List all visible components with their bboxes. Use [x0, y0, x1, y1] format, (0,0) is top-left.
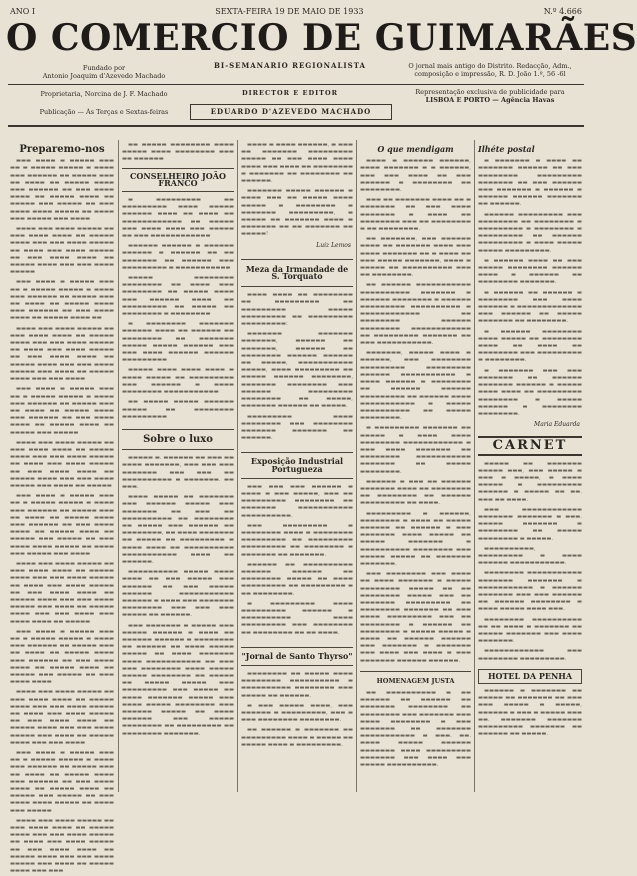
- article-body: ▬▬▬▬▬ ▬. ▬▬▬▬▬▬ ▬▬ ▬▬▬ ▬▬ ▬▬▬▬ ▬▬▬▬▬▬▬, ▬▬▬ ▬▬▬ ▬▬▬ ▬▬▬▬▬▬▬ ▬▬▬ ▬▬▬ ▬▬ ▬▬▬▬▬▬▬▬▬▬ ▬ ▬▬▬▬▬▬▬. ▬▬ ▬▬▬. ▬▬▬▬ ▬▬▬▬▬ ▬▬ ▬▬▬▬▬▬▬ ▬▬▬ ▬▬▬▬▬▬ ▬▬▬▬▬ ▬▬▬ ▬▬▬▬▬▬▬ ▬▬ ▬▬▬ ▬▬ ▬▬▬▬▬▬▬▬▬▬ ▬▬ ▬▬▬▬▬▬▬▬ ▬▬ ▬▬▬▬▬ ▬▬▬ ▬▬▬▬▬▬ ▬▬ ▬▬▬▬▬▬▬▬, ▬▬ ▬▬▬▬ ▬▬▬▬▬▬▬ ▬▬ ▬▬▬▬▬ ▬▬ ▬▬▬▬▬▬▬▬▬ ▬ ▬▬▬▬ ▬▬▬▬ ▬▬ ▬▬▬▬▬▬▬▬▬▬ ▬▬▬▬▬▬▬▬▬▬▬ ▬▬▬▬ ▬▬ ▬▬▬▬▬▬. ▬▬▬▬▬▬▬▬▬▬ ▬▬▬▬▬ ▬▬▬▬ ▬▬▬▬ ▬▬ ▬▬▬ ▬▬▬▬▬ ▬▬▬ ▬▬▬▬▬▬ ▬▬ ▬▬▬ ▬▬▬▬▬ ▬▬▬▬▬▬ ▬▬▬▬▬▬▬▬▬▬▬ ▬▬▬▬▬▬ ▬ ▬▬▬▬ ▬▬▬ ▬▬▬▬▬▬▬ ▬▬▬▬▬▬▬▬ ▬▬▬ ▬▬▬ ▬▬▬ ▬▬▬▬▬ ▬▬ ▬▬▬▬▬▬. ▬▬▬ ▬▬▬▬▬▬▬ ▬ ▬▬▬▬▬ ▬▬▬ ▬▬▬▬▬ ▬▬▬▬▬▬ ▬ ▬▬▬▬ ▬▬ ▬▬▬▬▬▬ ▬▬▬▬▬▬ ▬ ▬▬▬▬▬▬▬▬ ▬▬ ▬▬▬▬▬▬ ▬▬ ▬▬▬▬ ▬▬▬▬▬ ▬▬▬▬▬ ▬▬ ▬▬▬▬ ▬▬▬▬▬▬▬ ▬▬▬▬ ▬▬▬▬▬▬▬▬▬▬▬ ▬▬ ▬▬▬ ▬▬▬ ▬▬▬▬▬▬▬▬ ▬▬▬▬ ▬▬▬▬▬ ▬▬▬▬▬ ▬▬▬▬▬▬▬▬ ▬▬ ▬▬▬▬▬ ▬▬ ▬▬▬▬▬ ▬▬▬▬▬ ▬▬▬ ▬▬▬▬▬▬▬▬▬ ▬▬▬ ▬▬▬▬▬ ▬▬ ▬▬▬▬ ▬▬▬▬▬▬▬ ▬▬▬▬▬ ▬▬▬ ▬▬▬▬ ▬▬▬▬▬ ▬▬▬▬▬▬▬▬ ▬▬▬ ▬▬▬▬▬▬ ▬▬▬▬▬ ▬▬ ▬▬▬▬ ▬▬▬▬▬▬ ▬▬▬ ▬▬▬▬▬ ▬▬▬▬▬▬▬▬ ▬▬ ▬▬▬▬▬▬▬▬▬ ▬▬ ▬▬▬▬▬▬▬▬ ▬▬▬▬▬▬▬.: [122, 455, 234, 737]
- article-headline: CARNET: [478, 436, 582, 455]
- article-signature: Luiz Lemos: [316, 241, 351, 249]
- article-body: ▬ ▬▬▬▬▬▬▬▬▬ ▬▬ ▬▬▬▬▬▬▬▬▬ ▬▬▬▬ ▬▬▬▬▬ ▬▬▬▬▬▬ ▬▬▬▬ ▬▬ ▬▬▬▬ ▬▬ ▬▬▬▬▬▬▬▬▬▬▬▬ ▬▬ ▬▬▬▬▬ ▬▬▬ ▬▬▬▬ ▬▬▬▬ ▬▬▬ ▬▬▬▬▬ ▬▬ ▬▬▬ ▬▬▬▬▬▬▬▬▬▬▬▬ ▬▬▬▬▬▬ ▬▬▬▬▬▬ ▬ ▬▬▬▬▬▬ ▬▬▬▬▬▬ ▬ ▬▬▬▬▬▬ ▬▬ ▬▬ ▬▬▬▬▬▬▬ ▬▬ ▬▬▬▬▬▬ ▬▬▬ ▬▬▬▬▬▬▬▬▬ ▬ ▬▬▬▬▬▬▬▬▬▬▬ ▬▬▬▬▬ ▬▬▬▬▬▬▬▬ ▬▬▬▬▬▬▬▬ ▬▬ ▬▬▬▬ ▬▬▬ ▬▬▬▬▬▬▬▬ ▬▬ ▬▬▬▬▬ ▬▬▬▬ ▬▬▬ ▬▬▬▬▬▬ ▬▬▬▬ ▬▬ ▬▬▬▬▬▬▬▬▬ ▬▬ ▬▬▬▬▬ ▬▬ ▬▬▬▬▬▬▬▬ ▬ ▬▬▬▬▬▬▬▬ ▬ ▬▬▬▬▬▬▬▬ ▬▬▬▬▬▬▬ ▬▬▬▬▬▬ ▬▬▬▬ ▬▬ ▬▬▬▬▬▬ ▬▬ ▬▬▬▬▬▬▬▬ ▬▬ ▬▬▬▬▬▬▬ ▬▬▬▬▬ ▬▬▬▬▬ ▬▬▬▬▬▬ ▬▬▬ ▬▬▬ ▬▬▬▬ ▬▬▬▬▬▬ ▬▬▬▬▬▬ ▬▬▬▬▬▬▬▬▬ ▬▬▬▬▬ ▬▬▬▬ ▬▬▬▬ ▬▬▬▬ ▬ ▬▬▬▬ ▬▬▬▬▬ ▬▬ ▬▬▬▬▬▬▬▬▬ ▬▬▬ ▬▬▬▬▬▬ ▬ ▬▬▬▬ ▬▬▬▬▬▬▬▬ ▬▬▬▬▬▬▬▬▬▬▬ ▬▬ ▬▬▬▬▬ ▬▬▬▬▬ ▬▬▬▬▬▬ ▬▬▬▬▬ ▬▬ ▬▬▬▬▬▬▬▬ ▬▬▬▬▬▬▬▬▬: [122, 197, 234, 420]
- article-headline: Sobre o luxo: [122, 429, 234, 450]
- representation-block: [400, 88, 580, 104]
- article-body: ▬▬▬▬ ▬▬▬▬ ▬▬ ▬▬▬▬▬▬▬▬ ▬▬ ▬▬▬▬▬▬▬▬▬ ▬▬ ▬▬▬▬▬▬▬▬▬ ▬▬▬▬▬ ▬▬▬▬▬▬▬▬▬ ▬▬ ▬▬▬▬▬▬▬▬▬ ▬▬▬▬▬▬▬▬▬: ▬▬▬▬▬▬▬ ▬▬▬▬▬▬▬ ▬▬▬▬▬▬▬, ▬▬▬▬▬▬ ▬▬ ▬▬▬▬▬▬▬, ▬▬▬▬▬▬ ▬▬ ▬▬▬▬▬▬▬▬ ▬▬▬▬▬▬ ▬▬▬▬▬▬ ▬▬ ▬▬▬▬▬, ▬▬▬▬▬▬▬▬▬▬▬ ▬▬▬▬▬, ▬▬▬▬ ▬▬▬▬▬▬▬▬▬ ▬▬ ▬▬▬▬▬ ▬▬▬▬▬▬ ▬▬▬▬▬▬▬▬, ▬▬▬▬▬▬▬ ▬▬▬▬▬▬▬▬ ▬▬▬ ▬▬▬▬▬▬ ▬▬▬▬▬▬▬▬▬ ▬▬▬▬▬▬▬▬ ▬▬ ▬▬▬▬▬, ▬▬▬▬▬▬▬ ▬▬▬▬▬▬ ▬▬ ▬▬▬▬▬. ▬▬▬▬▬▬▬▬▬ ▬▬▬▬ ▬▬▬▬▬▬▬▬ ▬▬▬ ▬▬▬▬▬▬▬▬ ▬▬▬▬▬▬▬ ▬▬▬▬▬▬▬ ▬▬ ▬▬▬▬▬▬.: [241, 292, 353, 442]
- column-1: [10, 142, 114, 875]
- issue-number: N.º 4.666: [543, 6, 582, 16]
- editor-name: EDUARDO D'AZEVEDO MACHADO: [190, 104, 392, 120]
- article-body: ▬▬▬ ▬▬▬▬ ▬ ▬▬▬▬▬ ▬▬▬ ▬▬ ▬ ▬▬▬▬▬ ▬▬▬▬▬ ▬ ▬▬▬▬ ▬▬▬ ▬▬▬▬▬▬ ▬▬ ▬▬▬▬▬ ▬▬▬ ▬▬ ▬▬▬▬ ▬▬ ▬▬▬▬▬ ▬▬▬▬ ▬▬▬ ▬▬▬▬▬▬ ▬▬ ▬▬▬ ▬▬▬▬ ▬▬▬▬ ▬▬ ▬▬▬▬▬ ▬▬▬▬ ▬▬ ▬▬▬▬▬ ▬▬▬ ▬▬▬▬▬ ▬▬ ▬▬▬ ▬▬▬▬ ▬▬▬▬ ▬▬▬▬▬ ▬▬ ▬▬▬▬ ▬▬▬ ▬▬▬▬▬ ▬▬▬ ▬▬▬▬ ▬▬▬▬ ▬▬▬ ▬▬▬▬ ▬▬▬▬▬ ▬▬ ▬▬▬ ▬▬▬▬ ▬▬▬▬ ▬▬ ▬▬▬▬▬ ▬▬▬▬ ▬▬▬ ▬▬▬ ▬▬▬▬ ▬▬▬▬▬ ▬▬ ▬▬▬▬ ▬▬▬ ▬▬▬▬ ▬▬▬▬▬ ▬▬ ▬▬▬ ▬▬▬▬ ▬▬▬▬ ▬▬ ▬▬▬▬▬ ▬▬▬▬ ▬▬▬ ▬▬▬ ▬▬▬▬ ▬▬▬▬▬ ▬▬▬ ▬▬▬▬ ▬ ▬▬▬▬▬ ▬▬▬ ▬▬ ▬ ▬▬▬▬▬ ▬▬▬▬▬ ▬ ▬▬▬▬ ▬▬▬ ▬▬▬▬▬▬ ▬▬ ▬▬▬▬▬ ▬▬▬ ▬▬ ▬▬▬▬ ▬▬ ▬▬▬▬▬ ▬▬▬▬ ▬▬▬ ▬▬▬▬▬▬ ▬▬ ▬▬▬ ▬▬▬▬ ▬▬▬▬ ▬▬ ▬▬▬▬▬ ▬▬▬▬ ▬▬ ▬▬▬▬ ▬▬▬ ▬▬▬▬ ▬▬▬▬▬ ▬▬ ▬▬▬ ▬▬▬▬ ▬▬▬▬ ▬▬ ▬▬▬▬▬ ▬▬▬▬ ▬▬▬ ▬▬▬ ▬▬▬▬ ▬▬▬▬▬ ▬▬ ▬▬▬▬ ▬▬▬ ▬▬▬▬ ▬▬▬▬▬ ▬▬ ▬▬▬ ▬▬▬▬ ▬▬▬▬ ▬▬ ▬▬▬▬▬ ▬▬▬▬ ▬▬▬ ▬▬▬ ▬▬▬▬ ▬▬▬▬▬ ▬▬▬ ▬▬▬▬ ▬▬ ▬▬▬▬▬ ▬▬▬▬ ▬▬▬ ▬▬▬ ▬▬▬▬ ▬▬▬ ▬▬▬▬ ▬ ▬▬▬▬▬ ▬▬▬ ▬▬ ▬ ▬▬▬▬▬ ▬▬▬▬▬ ▬ ▬▬▬▬ ▬▬▬ ▬▬▬▬▬▬ ▬▬ ▬▬▬▬▬ ▬▬▬ ▬▬ ▬▬▬▬ ▬▬ ▬▬▬▬▬ ▬▬▬▬ ▬▬▬ ▬▬▬▬▬▬ ▬▬ ▬▬▬ ▬▬▬▬ ▬▬▬▬ ▬▬ ▬▬▬▬▬ ▬▬▬▬ ▬▬ ▬▬▬▬▬ ▬▬▬ ▬▬▬▬▬ ▬▬▬▬ ▬▬▬ ▬▬▬▬ ▬▬▬▬▬ ▬▬ ▬▬▬ ▬▬▬▬ ▬▬▬▬ ▬▬ ▬▬▬▬▬ ▬▬▬▬ ▬▬▬ ▬▬▬ ▬▬▬▬ ▬▬▬▬▬ ▬▬ ▬▬▬▬ ▬▬▬ ▬▬▬▬ ▬▬▬▬▬ ▬▬ ▬▬▬ ▬▬▬▬ ▬▬▬▬ ▬▬ ▬▬▬▬▬ ▬▬▬▬ ▬▬▬ ▬▬▬ ▬▬▬▬ ▬▬▬▬▬ ▬▬▬ ▬▬▬▬ ▬▬ ▬▬▬▬▬ ▬▬▬ ▬▬▬▬ ▬ ▬▬▬▬▬ ▬▬▬ ▬▬ ▬ ▬▬▬▬▬ ▬▬▬▬▬ ▬ ▬▬▬▬ ▬▬▬ ▬▬▬▬▬▬ ▬▬ ▬▬▬▬▬ ▬▬▬ ▬▬ ▬▬▬▬ ▬▬ ▬▬▬▬▬ ▬▬▬▬ ▬▬▬ ▬▬▬▬▬▬ ▬▬ ▬▬▬ ▬▬▬▬ ▬▬▬▬ ▬▬ ▬▬▬▬▬ ▬▬▬▬ ▬▬ ▬▬▬▬▬ ▬▬▬ ▬▬▬▬▬ ▬▬ ▬▬▬ ▬▬▬▬ ▬▬▬▬ ▬▬▬▬▬ ▬▬ ▬▬▬▬ ▬▬▬ ▬▬▬▬▬ ▬▬▬ ▬▬▬▬ ▬▬▬▬ ▬▬▬ ▬▬▬▬ ▬▬▬▬▬ ▬▬ ▬▬▬ ▬▬▬▬ ▬▬▬▬ ▬▬ ▬▬▬▬▬ ▬▬▬▬ ▬▬▬ ▬▬▬ ▬▬▬▬ ▬▬▬▬▬ ▬▬ ▬▬▬▬ ▬▬▬ ▬▬▬▬ ▬▬▬▬▬ ▬▬ ▬▬▬ ▬▬▬▬ ▬▬▬▬ ▬▬ ▬▬▬▬▬ ▬▬▬▬ ▬▬▬ ▬▬▬ ▬▬▬▬ ▬▬▬▬▬ ▬▬▬ ▬▬▬▬ ▬▬ ▬▬▬▬▬ ▬▬▬▬ ▬▬▬ ▬▬▬ ▬▬▬▬ ▬▬▬ ▬▬▬▬ ▬▬▬▬ ▬▬ ▬▬▬▬▬ ▬▬▬ ▬▬▬▬ ▬ ▬▬▬▬▬ ▬▬▬ ▬▬ ▬ ▬▬▬▬▬ ▬▬▬▬▬ ▬ ▬▬▬▬ ▬▬▬ ▬▬▬▬▬▬ ▬▬ ▬▬▬▬▬ ▬▬▬ ▬▬ ▬▬▬▬ ▬▬ ▬▬▬▬▬ ▬▬▬▬ ▬▬▬ ▬▬▬▬▬▬ ▬▬ ▬▬▬ ▬▬▬▬ ▬▬▬▬ ▬▬ ▬▬▬▬▬ ▬▬▬▬ ▬▬ ▬▬▬▬▬ ▬▬▬ ▬▬▬▬▬ ▬▬ ▬▬▬ ▬▬▬▬ ▬▬▬▬ ▬▬▬▬ ▬▬▬ ▬▬▬▬ ▬▬▬▬▬ ▬▬ ▬▬▬ ▬▬▬▬ ▬▬▬▬ ▬▬ ▬▬▬▬▬ ▬▬▬▬ ▬▬▬ ▬▬▬ ▬▬▬▬ ▬▬▬▬▬ ▬▬ ▬▬▬▬ ▬▬▬ ▬▬▬▬ ▬▬▬▬▬ ▬▬ ▬▬▬ ▬▬▬▬ ▬▬▬▬ ▬▬ ▬▬▬▬▬ ▬▬▬▬ ▬▬▬ ▬▬▬ ▬▬▬▬ ▬▬▬▬▬ ▬▬▬ ▬▬▬▬ ▬▬ ▬▬▬▬▬ ▬▬▬▬ ▬▬▬ ▬▬▬ ▬▬▬▬ ▬▬▬ ▬▬▬▬ ▬ ▬▬▬▬▬ ▬▬▬ ▬▬ ▬ ▬▬▬▬▬ ▬▬▬▬▬ ▬ ▬▬▬▬ ▬▬▬ ▬▬▬▬▬▬ ▬▬ ▬▬▬▬▬ ▬▬▬ ▬▬ ▬▬▬▬ ▬▬ ▬▬▬▬▬ ▬▬▬▬ ▬▬▬ ▬▬▬▬▬▬ ▬▬ ▬▬▬ ▬▬▬▬ ▬▬▬▬ ▬▬ ▬▬▬▬▬ ▬▬▬▬ ▬▬ ▬▬▬▬▬ ▬▬▬ ▬▬▬▬▬ ▬▬ ▬▬▬ ▬▬▬▬ ▬▬▬▬ ▬▬▬▬▬ ▬▬ ▬▬▬▬ ▬▬▬ ▬▬▬▬▬ ▬▬▬▬ ▬▬▬ ▬▬▬▬ ▬▬▬▬▬ ▬▬ ▬▬▬ ▬▬▬▬ ▬▬▬▬ ▬▬ ▬▬▬▬▬ ▬▬▬▬ ▬▬▬ ▬▬▬ ▬▬▬▬ ▬▬▬▬▬ ▬▬ ▬▬▬▬ ▬▬▬ ▬▬▬▬ ▬▬▬▬▬ ▬▬ ▬▬▬ ▬▬▬▬ ▬▬▬▬ ▬▬ ▬▬▬▬▬ ▬▬▬▬ ▬▬▬ ▬▬▬ ▬▬▬▬ ▬▬▬▬▬ ▬▬▬ ▬▬▬▬ ▬▬ ▬▬▬▬▬ ▬▬▬▬ ▬▬▬ ▬▬▬: [10, 158, 114, 875]
- founder-name: Antonio Joaquim d'Azevedo Machado: [42, 72, 166, 80]
- article-headline: Meza da Irmandade de S. Torquato: [241, 259, 353, 287]
- article-headline: CONSELHEIRO JOÃO FRANCO: [122, 168, 234, 192]
- divider: [8, 84, 584, 85]
- column-rule: [237, 140, 238, 792]
- divider: [8, 125, 584, 127]
- representation-text: Representação exclusiva de publicidade para: [415, 88, 565, 96]
- oldest-note: O jornal mais antigo do Distrito. Redacção, Adm., composição e impressão, R. D. João 1.º, 56 -6l: [408, 62, 572, 78]
- article-body: ▬▬▬▬▬▬▬▬ ▬▬ ▬▬▬▬▬ ▬▬▬▬ ▬▬▬▬▬▬▬▬ ▬▬▬▬▬▬▬▬▬▬ ▬ ▬▬▬▬▬▬▬▬▬▬ ▬▬▬▬▬▬▬▬ ▬▬▬ ▬▬▬▬▬ ▬▬ ▬▬▬▬▬▬. ▬ ▬▬▬ ▬▬▬▬▬ ▬▬▬▬, ▬▬▬ ▬▬▬▬▬▬ ▬ ▬▬▬▬▬▬▬▬▬, ▬▬▬ ▬ ▬▬▬ ▬▬▬▬▬▬▬▬ ▬▬▬▬▬▬▬▬. ▬▬ ▬▬▬▬▬▬ ▬ ▬▬▬▬▬▬▬ ▬▬ ▬▬▬▬▬▬▬▬▬ ▬▬▬▬ ▬ ▬▬▬▬▬ ▬▬ ▬▬▬▬▬ ▬▬▬▬ ▬ ▬▬▬▬▬▬▬▬▬.: [241, 670, 353, 748]
- article-headline: HOMENAGEM JUSTA: [360, 671, 471, 685]
- article-body: ▬▬▬▬ ▬ ▬▬▬▬▬▬ ▬▬▬▬▬▬, ▬▬▬▬ ▬▬▬▬▬▬▬ ▬ ▬ ▬▬▬▬▬▬, ▬▬▬ ▬▬▬ ▬▬▬▬ ▬▬ ▬▬▬ ▬▬▬▬▬▬ ▬ ▬▬▬▬▬▬▬▬ ▬▬ ▬▬▬▬▬▬▬▬. ▬▬▬ ▬▬ ▬▬▬▬▬▬▬ ▬▬▬▬ ▬▬ ▬ ▬▬▬▬▬▬▬ ▬▬ ▬▬▬ ▬▬▬▬ ▬▬▬▬▬▬▬ ▬ ▬▬▬▬ ▬▬ ▬▬▬▬▬▬▬▬ ▬▬▬ ▬▬ ▬▬▬▬▬▬▬▬ ▬ ▬▬ ▬▬▬▬▬▬▬▬. ▬▬ ▬▬▬▬▬▬▬, ▬▬▬ ▬▬▬▬▬▬ ▬▬▬▬ ▬▬ ▬▬▬▬▬▬▬ ▬▬▬▬ ▬▬▬ ▬▬▬▬ ▬▬▬▬▬▬▬ ▬▬ ▬ ▬▬▬▬ ▬▬ ▬▬▬ ▬▬▬▬▬ ▬▬▬▬▬▬▬, ▬▬▬▬ ▬ ▬▬▬▬▬ ▬▬ ▬▬▬▬▬▬▬▬▬▬ ▬▬▬ ▬▬ ▬▬▬▬▬▬▬▬. ▬▬ ▬▬▬▬▬▬ ▬▬▬▬▬▬▬▬▬▬▬ ▬▬▬▬▬▬▬▬▬▬ ▬▬▬▬▬▬▬ ▬ ▬▬▬▬▬▬ ▬▬▬▬▬▬▬▬ ▬ ▬▬▬▬▬▬ ▬▬▬▬▬▬▬▬▬ ▬▬▬▬▬▬▬▬▬▬ ▬ ▬▬▬▬▬▬▬▬▬▬▬▬ ▬▬ ▬▬▬▬▬▬▬▬ ▬▬▬▬▬▬ ▬▬▬▬▬▬▬▬ ▬▬▬▬▬▬▬▬▬▬▬▬ ▬▬ ▬▬▬▬▬▬▬▬▬ ▬▬▬▬▬▬▬ ▬▬ ▬▬▬ ▬▬▬▬▬▬▬▬▬▬▬. ▬▬▬▬▬▬▬, ▬▬▬▬▬ ▬▬▬▬ ▬ ▬▬▬▬▬▬, ▬▬▬ ▬▬▬▬▬▬▬▬ ▬▬▬▬▬▬▬▬▬ ▬▬▬▬▬▬▬▬▬ ▬▬▬▬▬▬ ▬▬▬▬▬▬▬▬▬▬▬ ▬ ▬▬▬▬ ▬▬▬▬▬▬ ▬ ▬▬▬▬▬▬▬▬ ▬▬ ▬▬▬▬▬▬ ▬▬▬▬▬▬ ▬▬▬▬▬▬▬▬▬ ▬▬ ▬▬▬▬▬▬ ▬▬▬▬ ▬▬▬▬▬▬▬▬▬▬▬ ▬ ▬▬▬▬▬ ▬▬▬▬▬▬▬▬▬▬ ▬▬ ▬▬▬▬▬ ▬▬▬▬▬▬▬▬. ▬ ▬▬▬▬▬▬▬▬▬ ▬▬▬▬▬▬▬ ▬▬ ▬▬▬▬▬ ▬ ▬▬▬▬ ▬▬▬▬ ▬▬▬▬▬▬▬▬ ▬▬▬▬▬▬▬▬▬▬▬▬ ▬ ▬▬▬ ▬▬▬▬ ▬▬▬▬▬▬▬ ▬▬ ▬▬▬▬▬▬▬▬ ▬▬▬▬▬▬▬▬▬▬▬ ▬▬▬▬▬▬▬ ▬▬ ▬▬▬▬▬ ▬▬▬▬▬▬▬▬. ▬▬▬▬▬▬ ▬ ▬▬▬ ▬▬ ▬▬▬▬▬▬ ▬▬▬▬▬▬▬ ▬▬▬▬ ▬▬ ▬▬▬▬▬▬▬▬ ▬▬ ▬▬▬▬▬▬▬▬ ▬▬ ▬▬▬▬▬▬ ▬▬▬▬▬▬▬▬▬ ▬▬ ▬▬▬▬. ▬▬▬▬▬▬▬▬▬ ▬ ▬▬▬▬▬▬, ▬▬▬▬▬▬▬▬ ▬ ▬▬▬▬ ▬▬ ▬▬▬▬▬ ▬▬▬▬▬▬ ▬▬ ▬▬▬▬▬▬ ▬ ▬▬▬ ▬▬▬▬▬▬▬ ▬▬▬▬ ▬▬▬▬▬ ▬▬ ▬▬▬▬▬ ▬▬▬▬▬▬▬ ▬ ▬▬▬▬▬▬▬▬▬▬ ▬▬▬▬▬▬▬▬ ▬▬▬ ▬▬▬▬▬ ▬▬▬▬▬ ▬▬ ▬▬▬▬▬▬▬ ▬▬▬▬▬▬▬. ▬▬▬ ▬▬▬▬▬▬▬▬ ▬▬▬ ▬▬▬▬ ▬▬ ▬▬▬▬ ▬▬▬▬▬▬▬ ▬ ▬▬▬▬▬ ▬▬▬▬▬▬▬▬ ▬▬▬▬▬ ▬▬ ▬▬ ▬▬▬▬▬▬▬▬ ▬▬▬▬▬ ▬▬▬ ▬▬ ▬▬▬▬▬▬▬ ▬▬▬▬▬▬▬▬▬ ▬▬ ▬▬▬▬▬▬▬▬ ▬▬▬▬▬▬▬ ▬▬ ▬▬▬ ▬▬▬▬ ▬▬▬▬▬▬▬▬▬ ▬▬▬ ▬▬ ▬▬▬▬▬▬▬▬ ▬ ▬▬▬▬▬▬ ▬▬ ▬▬▬▬▬▬▬▬ ▬ ▬▬▬▬▬ ▬▬▬▬▬ ▬ ▬▬▬▬ ▬▬ ▬▬▬▬▬▬ ▬▬▬▬▬▬ ▬▬▬ ▬▬▬▬▬▬▬ ▬ ▬▬▬▬▬▬▬ ▬▬▬ ▬▬▬▬ ▬▬▬ ▬▬▬▬ ▬ ▬▬▬ ▬▬▬▬▬▬▬ ▬▬▬▬▬▬ ▬▬▬▬▬▬.: [360, 158, 471, 664]
- article-body: ▬▬▬▬▬ ▬▬ ▬▬▬▬▬▬▬ ▬▬▬▬▬ ▬▬▬, ▬▬▬ ▬▬▬▬▬ ▬ ▬▬▬ ▬ ▬▬▬▬▬, ▬ ▬▬▬▬ ▬▬▬▬▬ ▬ ▬▬▬▬▬▬▬▬▬ ▬▬▬▬▬▬ ▬ ▬▬▬▬▬ ▬▬ ▬▬. ▬▬▬ ▬▬ ▬▬▬▬. ▬▬▬ ▬▬▬▬▬▬▬▬▬▬▬▬ ▬▬▬▬▬▬▬ ▬▬▬▬▬▬▬ ▬ ▬▬▬. ▬▬▬▬▬ ▬▬▬▬▬▬▬ ▬ ▬▬▬▬▬▬▬▬ ▬▬ ▬▬▬▬▬ ▬▬▬▬▬▬▬▬ ▬ ▬▬▬▬▬. ▬▬▬▬▬▬▬▬▬▬, ▬▬▬▬▬▬▬▬▬ ▬ ▬▬▬▬ ▬▬▬▬▬▬ ▬▬▬▬▬▬▬▬▬▬▬. ▬▬▬▬▬▬▬▬ ▬▬▬▬▬▬▬▬▬▬▬ ▬▬▬▬▬▬▬ ▬▬▬▬▬▬▬ ▬ ▬▬▬▬▬▬▬▬▬▬▬ ▬ ▬▬▬▬▬▬ ▬▬▬▬▬▬▬ ▬▬▬ ▬▬▬ ▬▬▬▬▬▬ ▬▬ ▬▬▬▬▬▬ ▬▬▬▬▬▬▬▬ ▬ ▬▬▬▬ ▬▬▬▬▬ ▬▬▬▬ ▬▬▬. ▬▬▬▬▬▬▬▬ ▬▬▬▬▬▬▬▬▬▬ ▬▬ ▬▬ ▬▬▬▬ ▬ ▬▬▬▬▬▬▬ ▬▬ ▬▬▬▬▬ ▬▬▬▬▬▬▬ ▬▬▬ ▬▬▬▬ ▬▬▬▬▬▬▬. ▬▬▬▬▬▬▬▬▬▬▬▬ ▬▬▬ ▬▬▬▬▬▬▬▬ ▬▬▬▬▬▬▬▬▬.: [478, 460, 582, 662]
- article-body: ▬▬ ▬▬▬▬▬▬▬▬▬▬ ▬ ▬▬ ▬▬▬▬▬▬ ▬▬ ▬▬▬▬▬▬ ▬▬ ▬▬▬▬▬▬▬ ▬▬▬▬▬▬▬▬ ▬▬ ▬▬▬▬▬▬▬▬ ▬▬▬ ▬▬▬▬▬▬▬ ▬▬▬ ▬▬▬▬ ▬▬▬▬▬▬▬▬ ▬ ▬▬▬ ▬▬▬▬▬▬▬ ▬▬ ▬▬▬▬▬▬▬ ▬▬▬▬▬▬▬▬▬▬▬ ▬ ▬▬▬. ▬▬. ▬▬▬▬ ▬▬▬▬▬ ▬▬▬▬▬▬ ▬▬▬▬▬▬▬ ▬▬▬▬ ▬▬▬▬▬▬▬▬▬ ▬▬▬▬▬▬▬ ▬▬▬ ▬▬▬▬ ▬▬▬ ▬▬▬▬▬ ▬▬▬▬▬▬▬▬▬▬.: [360, 690, 471, 769]
- article-body: ▬ ▬▬▬▬▬▬▬ ▬ ▬▬▬▬ ▬▬ ▬▬▬▬▬▬▬ ▬▬▬▬▬▬ ▬▬ ▬▬▬ ▬▬▬▬▬▬▬▬ ▬▬▬▬▬▬▬▬▬ ▬▬▬▬▬▬▬ ▬▬ ▬▬▬ ▬▬▬▬▬▬ ▬▬▬ ▬▬▬▬▬▬▬ ▬ ▬▬▬▬▬▬ ▬ ▬▬▬▬▬▬ ▬▬▬▬▬▬ ▬▬▬▬▬▬▬ ▬▬ ▬▬▬▬▬▬. ▬▬▬▬▬▬ ▬▬▬▬▬▬▬▬▬ ▬▬▬ ▬▬▬▬▬▬▬▬ ▬▬ ▬▬▬▬▬▬▬▬ ▬ ▬▬▬▬▬▬▬▬▬ ▬ ▬▬▬▬▬▬▬▬ ▬ ▬▬▬▬▬▬▬▬▬ ▬▬ ▬▬▬▬▬▬ ▬▬▬▬▬▬▬▬▬ ▬ ▬▬▬▬ ▬▬▬▬▬ ▬▬▬▬▬ ▬▬▬▬▬▬▬▬▬. ▬ ▬▬▬▬▬▬ ▬▬▬▬ ▬▬ ▬▬▬ ▬▬▬▬▬ ▬▬▬▬▬▬▬▬ ▬▬▬▬▬▬ ▬▬▬▬ ▬ ▬▬▬▬▬▬ ▬▬ ▬▬▬▬▬▬▬▬ ▬▬▬▬▬▬▬. ▬ ▬▬▬▬▬▬ ▬▬ ▬▬▬▬▬▬ ▬ ▬▬▬▬▬▬▬▬ ▬▬▬ ▬▬▬▬ ▬▬▬▬▬▬ ▬ ▬▬▬▬▬▬▬▬▬▬▬▬▬ ▬▬▬ ▬▬▬▬▬▬ ▬▬ ▬▬▬▬▬ ▬▬▬▬▬▬▬ ▬▬ ▬▬▬▬▬▬▬▬. ▬ ▬▬▬▬▬▬ ▬▬▬▬▬▬▬▬ ▬▬▬▬ ▬▬▬▬▬ ▬▬ ▬▬▬▬▬▬▬▬ ▬▬▬▬ ▬▬ ▬▬▬▬ ▬▬ ▬▬▬▬▬▬▬▬ ▬▬▬ ▬▬▬▬▬▬▬▬▬ ▬ ▬▬▬▬▬▬▬▬. ▬ ▬▬▬▬▬▬▬ ▬▬▬ ▬▬▬ ▬▬▬▬▬▬▬ ▬▬ ▬▬▬▬▬▬ ▬▬▬▬▬▬▬ ▬▬▬▬▬▬ ▬ ▬▬▬▬▬ ▬▬▬▬ ▬▬▬▬ ▬▬ ▬▬▬▬▬▬▬▬▬ ▬▬▬▬▬▬▬▬ ▬ ▬▬▬▬▬ ▬▬▬▬▬▬ ▬ ▬▬▬▬▬▬▬▬ ▬▬▬▬▬▬▬▬.: [478, 158, 582, 417]
- column-2: [122, 142, 234, 792]
- column-4: [360, 142, 471, 792]
- year-label: ANO I: [10, 6, 36, 16]
- representation-agency: LISBOA E PORTO — Agência Havas: [425, 96, 555, 104]
- publication-line: Publicação — Às Terças e Sextas-feiras: [39, 108, 169, 116]
- editor-label: DIRECTOR E EDITOR: [241, 89, 339, 97]
- article-signature: Maria Eduarda: [534, 421, 580, 429]
- column-5: [478, 142, 582, 792]
- founder-block: [14, 64, 194, 80]
- date-label: SEXTA-FEIRA 19 DE MAIO DE 1933: [215, 6, 364, 16]
- article-headline: Preparemo-nos: [19, 144, 105, 155]
- article-headline: HOTEL DA PENHA: [478, 669, 582, 684]
- subtitle: BI-SEMANARIO REGIONALISTA: [214, 61, 366, 70]
- article-body: ▬▬ ▬▬▬▬▬ ▬▬▬▬▬▬▬▬ ▬▬▬▬ ▬▬▬▬▬ ▬▬▬▬ ▬▬▬▬▬▬▬▬ ▬▬▬ ▬▬ ▬▬▬▬▬▬: [122, 142, 234, 163]
- column-rule: [474, 140, 475, 792]
- article-body: ▬▬▬▬▬▬ ▬ ▬▬▬▬▬▬▬ ▬▬ ▬▬▬▬▬ ▬▬ ▬▬▬▬▬▬▬ ▬▬ ▬▬▬ ▬▬▬ ▬▬▬▬▬ ▬ ▬▬▬▬▬, ▬▬▬▬▬▬ ▬ ▬▬▬ ▬ ▬▬▬▬▬ ▬▬▬ ▬▬. ▬▬▬▬▬▬▬ ▬▬▬▬▬▬▬ ▬▬▬▬▬▬▬▬▬ ▬▬▬▬▬▬▬ ▬▬ ▬▬▬▬▬▬ ▬▬ ▬▬▬▬▬.: [478, 688, 582, 738]
- article-headline: O que mendigam: [377, 144, 454, 154]
- column-3: [241, 142, 353, 792]
- article-body: ▬▬▬▬ ▬ ▬▬▬▬ ▬▬▬▬▬▬, ▬ ▬▬▬ ▬▬ ▬▬▬▬▬▬▬ ▬▬▬▬▬▬▬▬▬ ▬▬▬▬▬ ▬▬ ▬▬▬ ▬▬▬▬ ▬▬▬▬ ▬▬▬▬ ▬▬▬ ▬▬▬▬ ▬▬ ▬▬▬▬▬▬▬▬ ▬ ▬▬▬▬▬▬▬ ▬▬ ▬▬▬▬▬▬▬▬ ▬▬ ▬▬▬▬▬▬. ▬▬▬▬▬▬▬ ▬▬▬▬▬ ▬▬▬▬▬▬ ▬ ▬▬▬▬ ▬▬▬ ▬▬ ▬▬▬▬▬ ▬▬▬▬ ▬▬▬▬▬ ▬ ▬▬▬▬▬▬▬▬ ▬ ▬▬▬▬▬▬▬ ▬▬▬▬▬▬▬▬▬, ▬ ▬▬▬▬▬ ▬▬ ▬▬▬▬▬▬▬ ▬▬▬▬ ▬ ▬▬▬▬▬▬▬ ▬▬ ▬▬ ▬▬▬▬▬▬▬ ▬▬ ▬▬▬▬▬!: [241, 142, 353, 238]
- column-rule: [356, 140, 357, 792]
- owner-line: Proprietaria, Norcina de J. F. Machado: [40, 90, 168, 98]
- article-headline: "Jornal de Santo Thyrso": [241, 647, 353, 666]
- article-headline: Exposição Industrial Portugueza: [241, 452, 353, 478]
- founder-label: Fundado por: [82, 64, 126, 72]
- masthead-title: O COMERCIO DE GUIMARÃES: [6, 17, 637, 59]
- article-body: ▬▬▬ ▬▬▬ ▬▬▬ ▬▬▬▬▬▬ ▬ ▬▬▬▬ ▬ ▬▬▬ ▬▬▬▬▬, ▬▬▬ ▬▬ ▬▬▬▬▬▬▬▬▬ ▬▬▬▬▬▬▬▬ ▬▬ ▬▬▬▬▬▬▬ ▬▬▬▬▬▬▬▬▬▬▬ ▬▬▬▬▬▬▬▬▬▬. ▬▬▬ ▬▬▬▬▬▬▬▬▬ ▬ ▬▬▬▬▬▬▬▬ ▬▬▬▬ ▬ ▬▬▬▬▬▬▬▬ ▬▬▬▬▬▬▬▬▬ ▬▬ ▬▬▬▬▬▬▬▬▬ ▬▬▬▬▬▬▬▬▬ ▬▬ ▬▬▬▬▬▬▬▬ ▬ ▬▬▬▬▬▬▬ ▬▬ ▬▬▬▬▬▬▬. ▬▬▬▬▬▬ ▬▬ ▬▬▬▬▬▬▬▬▬▬ ▬▬▬▬▬▬ ▬▬▬▬▬▬ ▬▬ ▬▬▬▬▬▬▬▬ ▬▬▬▬▬ ▬▬ ▬▬▬▬ ▬▬▬▬▬▬▬▬▬ ▬▬ ▬▬▬▬▬▬▬▬▬ ▬ ▬▬ ▬▬▬▬▬▬▬▬. ▬ ▬▬▬▬▬▬▬▬▬ ▬▬▬▬ ▬▬▬▬▬▬▬▬▬ ▬▬▬▬▬▬ ▬ ▬▬▬▬▬▬▬▬▬▬ ▬▬▬▬ ▬▬▬▬▬▬▬▬▬ ▬▬▬ ▬▬▬▬▬▬▬▬ ▬▬ ▬▬▬▬▬▬▬▬ ▬▬ ▬▬ ▬▬▬▬.: [241, 483, 353, 636]
- top-line: [10, 4, 582, 18]
- article-headline: Ilhéte postal: [478, 144, 535, 154]
- column-rule: [118, 140, 119, 792]
